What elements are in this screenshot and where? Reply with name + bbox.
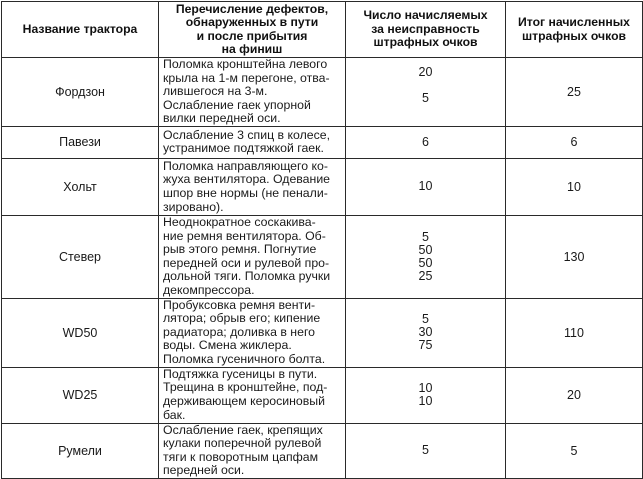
total-cell: 20 (506, 367, 643, 423)
table-row (2, 367, 643, 423)
defects-cell (159, 158, 346, 215)
table-row (2, 126, 643, 158)
points-value: 50 (418, 255, 433, 270)
defect-line: Подтяжка гусеницы в пути. (163, 366, 318, 381)
table-row (2, 58, 643, 127)
defects-cell (159, 298, 346, 367)
total-cell: 130 (506, 215, 643, 298)
defect-line: вилки передней оси. (163, 111, 281, 126)
defect-line: дольной тяги. Поломка ручки (163, 269, 331, 284)
defect-line: Пробуксовка ремня венти- (163, 297, 316, 312)
tractor-name: WD25 (2, 367, 159, 423)
table-row (2, 298, 643, 367)
defects-cell (159, 215, 346, 298)
points-value: 10 (418, 381, 433, 395)
tractor-name: Фордзон (2, 58, 159, 127)
defects-cell (159, 423, 346, 478)
header-defects (159, 2, 346, 58)
points-value: 30 (418, 325, 433, 340)
total-cell: 10 (506, 158, 643, 215)
points-cell (346, 126, 506, 158)
defect-line: Трещина в кронштейне, под- (163, 380, 328, 395)
points-cell (346, 298, 506, 367)
defects-cell (159, 126, 346, 158)
defect-line: Поломка кронштейна левого (163, 57, 328, 71)
tractor-name: Павези (2, 126, 159, 158)
defect-line: передней оси. (163, 463, 245, 478)
total-cell: 5 (506, 423, 643, 478)
total-cell: 110 (506, 298, 643, 367)
defect-line: кулаки поперечной рулевой (163, 436, 322, 451)
defect-line: декомпрессора. (163, 282, 255, 297)
points-value: 20 (418, 65, 433, 79)
defect-line: передней оси и рулевой про- (163, 255, 330, 270)
defect-line: рыв этого ремня. Погнутие (163, 242, 317, 257)
header-line: Перечисление дефектов, (175, 1, 329, 16)
defect-line: Поломка направляющего ко- (163, 158, 328, 173)
defect-line: Неоднократное соскакива- (163, 214, 316, 229)
points-cell (346, 58, 506, 127)
defect-line: лятора; обрыв его; кипение (163, 311, 321, 326)
table-row (2, 158, 643, 215)
defect-line: устранимое подтяжкой гаек. (163, 141, 324, 156)
points-value: 10 (418, 179, 433, 194)
tractor-name: WD50 (2, 298, 159, 367)
points-value: 5 (422, 312, 429, 327)
points-value: 5 (422, 91, 429, 105)
points-cell (346, 423, 506, 478)
header-points-per-defect (346, 2, 506, 58)
header-line: за неисправность (371, 21, 480, 36)
header-line: обнаруженных в пути (185, 15, 319, 29)
defect-line: Ослабление гаек, крепящих (163, 422, 323, 437)
defect-line: крыла на 1-м перегоне, отва- (163, 70, 330, 85)
header-line: штрафных очков (521, 28, 627, 43)
header-line: штрафных очков (373, 35, 478, 50)
table-row (2, 423, 643, 478)
tractor-name: Хольт (2, 158, 159, 215)
header-line: и после прибытия (196, 28, 308, 43)
defects-cell (159, 367, 346, 423)
header-row (2, 2, 643, 58)
header-total-points (506, 2, 643, 58)
defect-line: тяги к поворотным цапфам (163, 449, 319, 464)
points-value: 25 (418, 268, 433, 283)
total-cell: 25 (506, 58, 643, 127)
header-tractor-name (2, 2, 159, 58)
points-cell (346, 367, 506, 423)
defect-line: бак. (163, 407, 186, 422)
points-cell (346, 158, 506, 215)
header-line: Название трактора (22, 21, 138, 36)
total-cell: 6 (506, 126, 643, 158)
points-value: 5 (422, 443, 429, 458)
points-cell (346, 215, 506, 298)
header-line: Число начисляемых (363, 8, 488, 23)
defect-line: Ослабление 3 спиц в колесе, (163, 127, 330, 142)
points-value: 50 (418, 242, 433, 257)
header-line: на финиш (221, 42, 283, 56)
tractor-name: Румели (2, 423, 159, 478)
defect-line: зировано). (163, 199, 224, 214)
defect-line: держивающем керосиновый (163, 394, 326, 408)
tractor-name: Стевер (2, 215, 159, 298)
defect-line: радиатора; доливка в него (163, 324, 315, 339)
header-line: Итог начисленных (518, 15, 630, 29)
points-value: 5 (422, 229, 429, 244)
points-value: 10 (418, 394, 433, 408)
penalty-table (1, 1, 643, 479)
table-row (2, 215, 643, 298)
defect-line: ние ремня вентилятора. Об- (163, 228, 326, 243)
defect-line: воды. Смена жиклера. (163, 338, 292, 353)
defects-cell (159, 58, 346, 127)
defect-line: Поломка гусеничного болта. (163, 351, 326, 366)
points-value: 6 (422, 134, 429, 149)
defect-line: лившегося на 3-м. (163, 84, 268, 99)
points-value: 75 (418, 338, 433, 353)
defect-line: Ослабление гаек упорной (163, 97, 311, 112)
defect-line: жуха вентилятора. Одевание (163, 172, 331, 187)
defect-line: шпор вне нормы (не пенали- (163, 185, 328, 200)
